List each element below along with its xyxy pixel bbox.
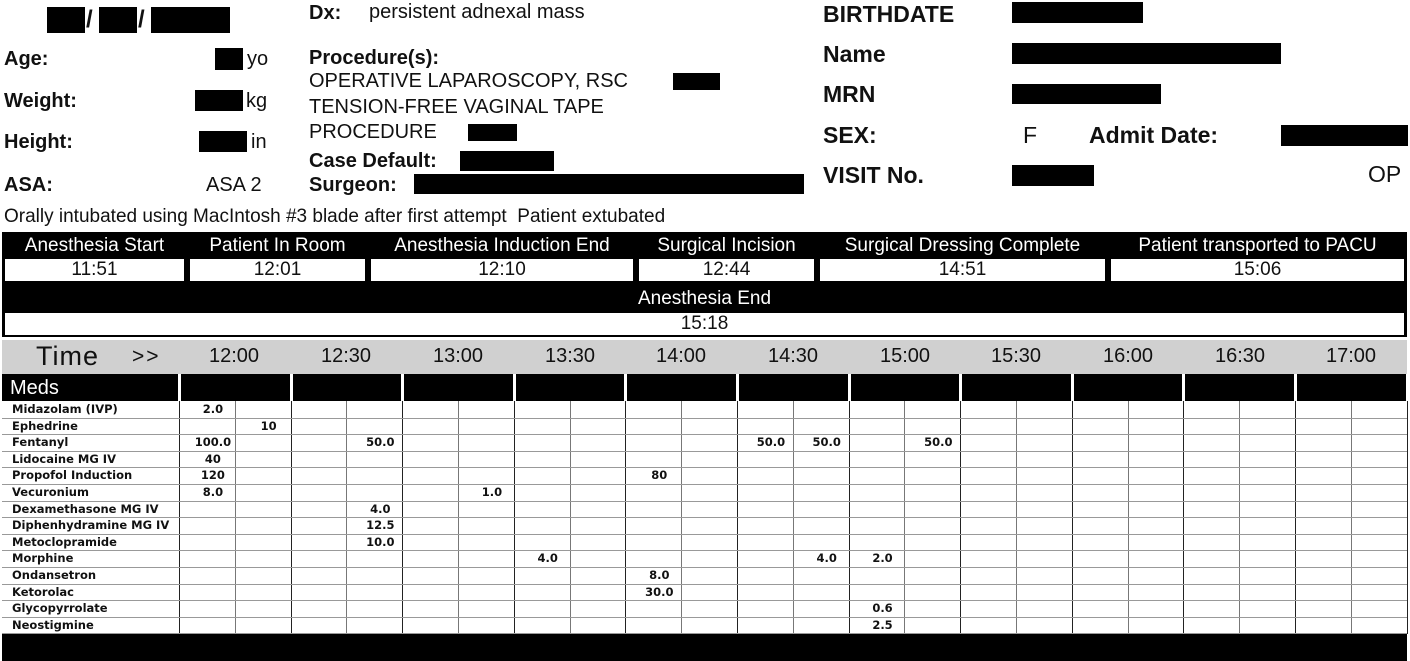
name-redaction	[1012, 43, 1281, 64]
time-tick: 14:30	[767, 345, 819, 367]
footer-bar	[2, 634, 1407, 661]
med-name: Metoclopramide	[12, 534, 117, 549]
weight-unit: kg	[246, 90, 268, 112]
med-dose: 80	[651, 468, 668, 483]
med-dose: 50.0	[366, 435, 395, 450]
date-separator-2: /	[138, 6, 145, 33]
anesthesia-end-block	[2, 284, 1407, 337]
event-time: 14:51	[820, 259, 1105, 281]
med-dose: 4.0	[370, 501, 391, 516]
event-surgical-incision	[636, 232, 817, 284]
med-dose: 4.0	[816, 551, 837, 566]
surgeon-redaction	[414, 174, 804, 194]
dx-label: Dx:	[309, 2, 342, 24]
med-name: Midazolam (IVP)	[12, 402, 118, 416]
event-label: Surgical Incision	[657, 235, 796, 256]
age-label: Age:	[4, 48, 49, 70]
event-transported-pacu	[1108, 232, 1407, 284]
med-dose: 2.0	[202, 402, 224, 416]
event-label: Patient In Room	[209, 235, 346, 256]
med-name: Fentanyl	[12, 435, 69, 450]
med-dose: 2.5	[872, 617, 893, 632]
med-dose: 50.0	[756, 435, 786, 450]
meds-header-divider	[959, 374, 962, 401]
admit-date-label: Admit Date:	[1089, 122, 1219, 148]
grid-row-line	[2, 584, 1407, 585]
med-dose: 50.0	[924, 435, 953, 450]
time-tick: 16:30	[1214, 345, 1266, 367]
birthdate-redaction	[1012, 2, 1143, 23]
meds-header-divider	[178, 374, 181, 401]
grid-row-line	[2, 534, 1407, 535]
meds-title: Meds	[10, 377, 59, 399]
sex-label: SEX:	[823, 122, 877, 148]
weight-redaction	[195, 90, 243, 111]
meds-header-divider	[1071, 374, 1074, 401]
age-redaction	[215, 48, 243, 70]
med-dose: 2.0	[872, 551, 893, 566]
med-name: Ondansetron	[12, 568, 97, 582]
med-dose: 10.0	[366, 534, 395, 549]
height-unit: in	[251, 131, 267, 153]
med-dose: 4.0	[537, 551, 558, 566]
med-dose: 100.0	[194, 435, 232, 450]
meds-header-divider	[848, 374, 851, 401]
procedure-redaction-1	[673, 73, 720, 90]
date-separator-1: /	[86, 6, 93, 33]
time-tick: 15:00	[879, 345, 931, 367]
asa-value: ASA 2	[206, 174, 262, 196]
med-name: Ketorolac	[12, 584, 74, 599]
case-default-label: Case Default:	[309, 150, 437, 172]
meds-header-divider	[290, 374, 293, 401]
time-tick: 14:00	[655, 345, 707, 367]
meds-header-bar	[2, 374, 1407, 401]
event-time: 15:06	[1111, 259, 1404, 281]
time-tick: 16:00	[1102, 345, 1154, 367]
time-tick: 13:00	[432, 345, 484, 367]
surgeon-label: Surgeon:	[309, 174, 397, 196]
grid-row-line	[2, 617, 1407, 618]
med-name: Lidocaine MG IV	[12, 451, 116, 466]
date-redaction-3	[151, 7, 230, 33]
meds-header-divider	[513, 374, 516, 401]
time-tick: 12:30	[320, 345, 372, 367]
time-tick: 13:30	[544, 345, 596, 367]
meds-table	[2, 401, 1407, 634]
name-label: Name	[823, 41, 886, 67]
event-label: Anesthesia Start	[24, 235, 165, 256]
event-time: 12:10	[371, 259, 633, 281]
mrn-redaction	[1012, 84, 1161, 104]
height-redaction	[199, 131, 247, 152]
med-dose: 10	[260, 418, 277, 433]
sex-value: F	[1023, 122, 1038, 148]
procedure-line-2: TENSION-FREE VAGINAL TAPE	[309, 96, 604, 118]
procedures-label: Procedure(s):	[309, 47, 440, 69]
med-dose: 40	[204, 451, 221, 466]
procedure-redaction-2	[468, 124, 517, 141]
time-title: Time	[36, 341, 99, 371]
admit-date-redaction	[1281, 125, 1408, 146]
procedure-line-3: PROCEDURE	[309, 121, 437, 143]
event-label: Patient transported to PACU	[1138, 235, 1377, 256]
time-tick: 17:00	[1325, 345, 1377, 367]
med-dose: 120	[200, 468, 225, 483]
anesthesia-end-time: 15:18	[5, 313, 1404, 335]
time-axis-bar	[2, 340, 1407, 374]
airway-note: Orally intubated using MacIntosh #3 blade after first attempt Patient extubated	[4, 206, 666, 227]
birthdate-label: BIRTHDATE	[823, 1, 955, 27]
grid-row-line	[2, 418, 1407, 419]
anesthesia-events-grid	[2, 232, 1407, 284]
event-label: Anesthesia Induction End	[394, 235, 610, 256]
event-label: Surgical Dressing Complete	[844, 235, 1081, 256]
meds-header-divider	[1294, 374, 1297, 401]
med-name: Vecuronium	[12, 485, 89, 499]
grid-row-line	[2, 501, 1407, 502]
time-arrows: >>	[132, 345, 161, 368]
weight-label: Weight:	[4, 90, 77, 112]
event-anesthesia-start	[2, 232, 187, 284]
med-name: Dexamethasone MG IV	[12, 501, 159, 516]
visit-type: OP	[1368, 161, 1402, 187]
med-name: Diphenhydramine MG IV	[12, 518, 170, 533]
med-dose: 12.5	[366, 518, 395, 533]
event-time: 11:51	[5, 259, 184, 281]
med-dose: 8.0	[649, 568, 670, 582]
meds-header-divider	[1182, 374, 1185, 401]
visit-redaction	[1012, 165, 1094, 186]
meds-header-divider	[401, 374, 404, 401]
procedure-line-1: OPERATIVE LAPAROSCOPY, RSC	[309, 70, 628, 92]
date-redaction-2	[99, 7, 137, 33]
anesthesia-end-label: Anesthesia End	[637, 288, 772, 309]
med-dose: 50.0	[812, 435, 841, 450]
event-patient-in-room	[187, 232, 368, 284]
med-name: Propofol Induction	[12, 468, 133, 483]
med-name: Neostigmine	[12, 617, 94, 632]
asa-label: ASA:	[4, 174, 53, 196]
med-name: Morphine	[12, 551, 74, 566]
event-time: 12:44	[639, 259, 814, 281]
event-time: 12:01	[190, 259, 365, 281]
meds-header-divider	[624, 374, 627, 401]
visit-label: VISIT No.	[823, 162, 924, 188]
med-dose: 8.0	[202, 485, 224, 499]
med-name: Ephedrine	[12, 418, 78, 433]
med-dose: 1.0	[481, 485, 503, 499]
height-label: Height:	[4, 131, 73, 153]
meds-header-divider	[1406, 374, 1409, 401]
dx-value: persistent adnexal mass	[369, 1, 585, 23]
mrn-label: MRN	[823, 81, 876, 107]
grid-row-line	[2, 600, 1407, 601]
case-default-redaction	[460, 151, 554, 171]
time-tick: 15:30	[990, 345, 1042, 367]
event-induction-end	[368, 232, 636, 284]
grid-row-line	[2, 550, 1407, 551]
time-tick: 12:00	[208, 345, 260, 367]
med-dose: 0.6	[872, 601, 893, 616]
med-dose: 30.0	[645, 584, 674, 599]
med-name: Glycopyrrolate	[12, 601, 108, 616]
age-unit: yo	[247, 48, 269, 70]
date-redaction-1	[47, 7, 85, 33]
grid-row-line	[2, 567, 1407, 568]
meds-header-divider	[736, 374, 739, 401]
grid-row-line	[2, 517, 1407, 518]
event-dressing-complete	[817, 232, 1108, 284]
